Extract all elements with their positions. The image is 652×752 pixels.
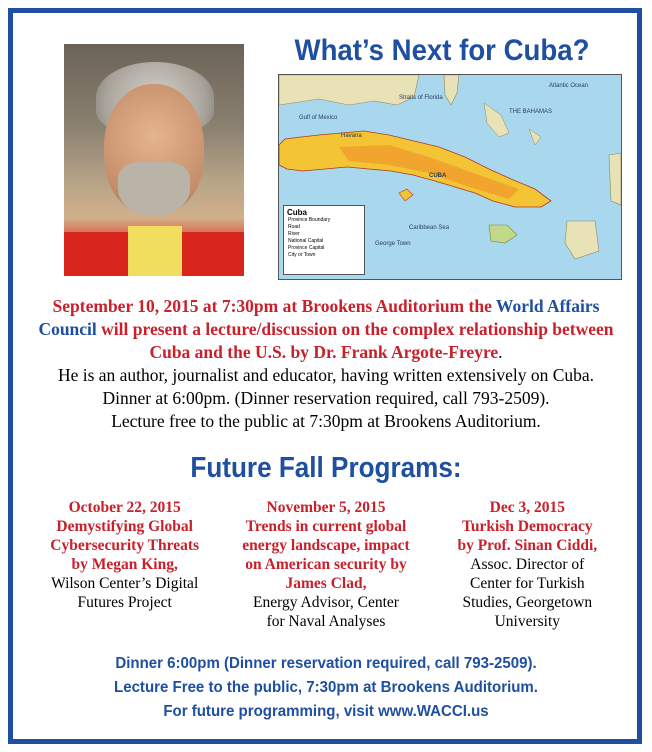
map-legend-item: Road (288, 224, 300, 230)
organization-name: World Affairs Council (38, 296, 600, 339)
map-legend-title: Cuba (287, 208, 307, 217)
footer-dinner: Dinner 6:00pm (Dinner reservation required, call 793-2509). (115, 655, 537, 672)
map-label-florida: Straits of Florida (399, 95, 443, 101)
program-heading: Demystifying Global (56, 518, 193, 535)
program-heading: energy landscape, impact (242, 537, 410, 554)
map-legend-item: River (288, 231, 300, 237)
cuba-map (278, 74, 622, 280)
map-legend-item: Province Capital (288, 245, 325, 251)
program-heading: James Clad, (285, 575, 367, 592)
flyer-title: What’s Next for Cuba? (294, 34, 590, 67)
program-detail: for Naval Analyses (266, 613, 386, 630)
speaker-bio: He is an author, journalist and educator, having written extensively on Cuba. (57, 365, 595, 385)
footer-info (22, 652, 630, 724)
program-heading: on American security by (245, 556, 407, 573)
program-detail: University (494, 613, 561, 630)
speaker-collar (128, 226, 182, 276)
footer-lecture: Lecture Free to the public, 7:30pm at Brookens Auditorium. (114, 679, 538, 696)
speaker-beard (118, 162, 190, 216)
map-label-george-town: George Town (375, 241, 411, 247)
event-description (22, 295, 630, 433)
map-legend (283, 205, 365, 275)
program-heading: November 5, 2015 (266, 499, 386, 516)
program-item (427, 498, 628, 631)
dinner-info: Dinner at 6:00pm. (Dinner reservation required, call 793-2509). (102, 388, 550, 408)
speaker-photo (64, 44, 244, 276)
event-date-text: September 10, 2015 at 7:30pm at Brookens Auditorium the (52, 296, 496, 316)
program-heading: by Megan King, (71, 556, 178, 573)
program-detail: Assoc. Director of (470, 556, 585, 573)
section-title: Future Fall Programs: (190, 452, 462, 484)
program-detail: Wilson Center’s Digital (51, 575, 199, 592)
program-heading: by Prof. Sinan Ciddi, (457, 537, 598, 554)
map-legend-item: City or Town (288, 252, 316, 258)
program-heading: Trends in current global (245, 518, 407, 535)
event-topic-text: will present a lecture/discussion on the complex relationship between Cuba and the U.S. by Dr. Frank Argote-Freyre (96, 319, 614, 362)
program-detail: Studies, Georgetown (462, 594, 593, 611)
map-legend-item: National Capital (288, 238, 324, 244)
map-label-atlantic: Atlantic Ocean (549, 83, 589, 89)
program-detail: Center for Turkish (470, 575, 585, 592)
program-detail: Futures Project (77, 594, 172, 611)
event-topic-period: . (498, 342, 503, 362)
program-heading: Turkish Democracy (461, 518, 593, 535)
map-legend-item: Province Boundary (288, 217, 331, 223)
program-item (24, 498, 225, 631)
map-label-cuba: CUBA (429, 173, 447, 179)
map-label-caribbean: Caribbean Sea (409, 225, 450, 231)
map-label-gulf: Gulf of Mexico (299, 115, 338, 121)
footer-website: For future programming, visit www.WACCI.us (163, 703, 489, 720)
program-item (225, 498, 426, 631)
program-heading: Cybersecurity Threats (50, 537, 200, 554)
map-label-bahamas: THE BAHAMAS (509, 109, 553, 115)
program-heading: October 22, 2015 (68, 499, 181, 516)
programs-list (24, 498, 628, 631)
program-heading: Dec 3, 2015 (489, 499, 565, 516)
program-detail: Energy Advisor, Center (253, 594, 399, 611)
map-label-havana: Havana (341, 133, 362, 139)
lecture-info: Lecture free to the public at 7:30pm at Brookens Auditorium. (111, 411, 541, 431)
